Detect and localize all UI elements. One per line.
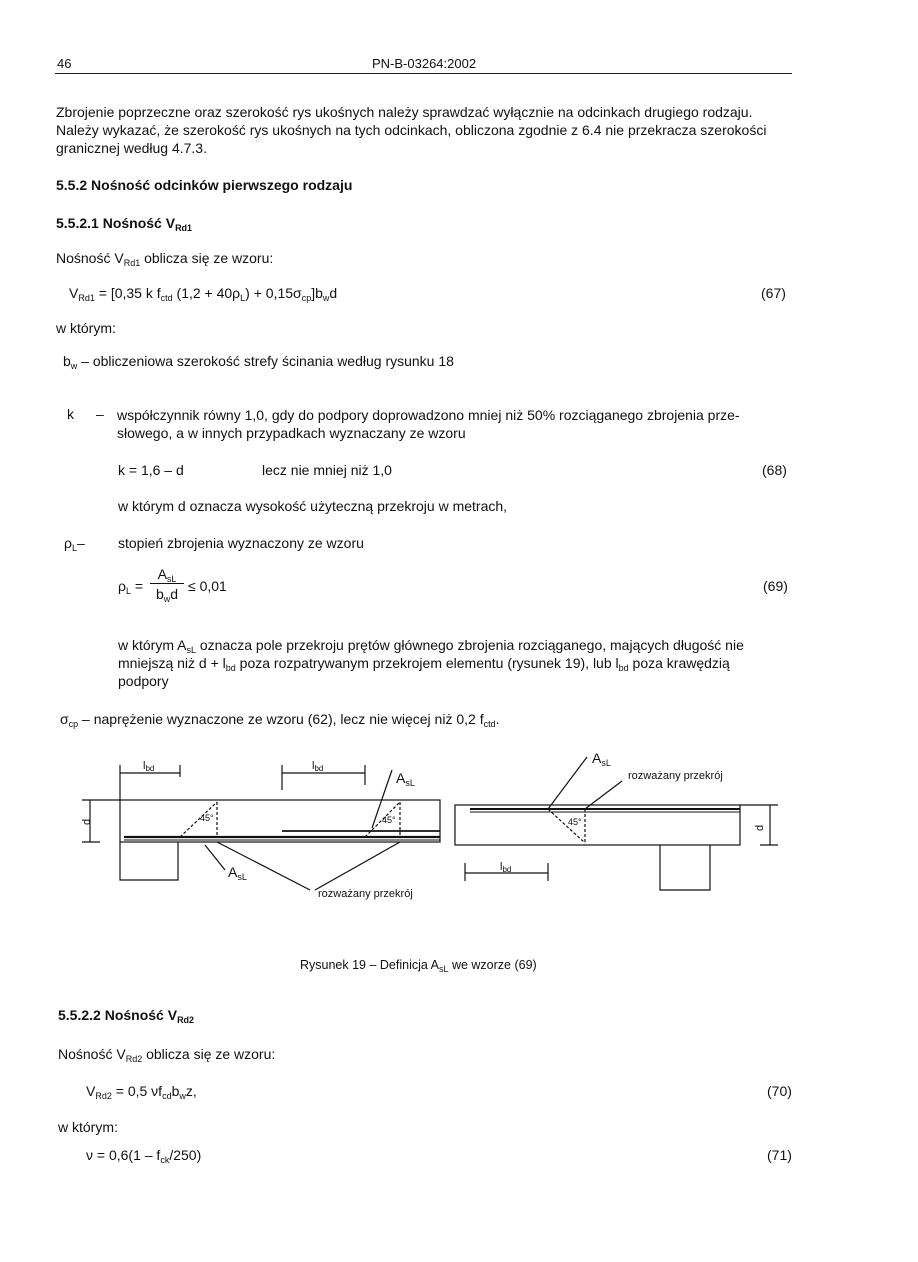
equation-68-condition: lecz nie mniej niż 1,0 [262, 462, 392, 478]
equation-68-number: (68) [762, 462, 787, 478]
right-beam-outline [455, 805, 740, 845]
mid-asl-label: $A_{sL}$ [396, 770, 415, 788]
right-asl-leader [548, 757, 587, 809]
left-d-label: d [81, 818, 93, 825]
intro-line-1: Zbrojenie poprzeczne oraz szerokość rys ukośnych należy sprawdzać wyłącznie na odcinkach drugiego rodzaju. [56, 104, 753, 120]
left-support [120, 842, 178, 880]
k-line-1: współczynnik równy 1,0, gdy do podpory doprowadzono mniej niż 50% rozciąganego zbrojenia prze- [117, 407, 740, 423]
page-number: 46 [57, 56, 72, 71]
where-label-1: w którym: [56, 320, 116, 336]
fraction-numerator: $A_{sL}$ [150, 566, 184, 584]
k-line-2: słowego, a w innych przypadkach wyznaczany ze wzoru [117, 425, 466, 441]
asl-line-1: w którym $A_{sL}$ oznacza pole przekroju prętów głównego zbrojenia rozciąganego, mających długość nie [118, 637, 744, 655]
left-section-label: rozważany przekrój [318, 888, 413, 900]
rho-symbol: $\rho_L-$ [64, 535, 85, 553]
equation-69-fraction [150, 566, 184, 605]
equation-69-number: (69) [763, 578, 788, 594]
intro-line-3: granicznej według 4.7.3. [56, 140, 207, 156]
right-support [660, 845, 710, 890]
left-lbd-label: lbd [143, 760, 155, 773]
header-rule [55, 73, 792, 74]
equation-68: k = 1,6 – d [118, 462, 184, 478]
asl-explanation [118, 636, 808, 690]
figure-19-diagram [60, 745, 800, 915]
section-552-heading: 5.5.2 Nośność odcinków pierwszego rodzaju [56, 177, 353, 193]
bw-definition: $b_w$ – obliczeniowa szerokość strefy ścinania według rysunku 18 [63, 353, 454, 371]
k-definition [117, 406, 807, 442]
standard-id: PN-B-03264:2002 [372, 56, 477, 71]
k-symbol: k [67, 406, 74, 422]
intro-line-2: Należy wykazać, że szerokość rys ukośnych na tych odcinkach, obliczona zgodnie z 6.4 nie przekracza szerokości [56, 122, 767, 138]
equation-71-number: (71) [767, 1147, 792, 1163]
k-dash: – [96, 406, 104, 422]
where-label-2: w którym: [58, 1119, 118, 1135]
asl-line-2: mniejszą niż $d + l_{bd}$ poza rozpatrywanym przekrojem elementu (rysunek 19), lub $l_{bd}$ poza krawędzią [118, 655, 730, 673]
equation-67: $V_{Rd1} = [0,35$ k $f_{ctd}$ $(1,2 + 40\rho_L) + 0,15\sigma_{cp}]b_wd$ [69, 285, 338, 303]
mid-lbd-label: lbd [312, 760, 324, 773]
figure-caption: Rysunek 19 – Definicja $A_{sL}$ we wzorze (69) [300, 958, 537, 974]
mid-angle-label: 45° [382, 815, 396, 825]
rho-definition: stopień zbrojenia wyznaczony ze wzoru [118, 535, 364, 551]
equation-69-lhs: $\rho_L$ = [118, 578, 144, 596]
section-5522-intro: Nośność $V_{Rd2}$ oblicza się ze wzoru: [58, 1046, 276, 1064]
low-asl-leader [205, 845, 225, 870]
asl-line-3: podpory [118, 673, 169, 689]
equation-70-number: (70) [767, 1083, 792, 1099]
right-angle-label: 45° [568, 817, 582, 827]
sigma-definition: $\sigma_{cp}$ – naprężenie wyznaczone ze wzoru (62), lecz nie więcej niż 0,2 $f_{ctd}$. [60, 711, 500, 729]
right-lbd-label: lbd [500, 861, 512, 874]
low-asl-label: $A_{sL}$ [228, 864, 247, 882]
fraction-denominator: $b_wd$ [155, 586, 179, 605]
right-d-label: d [754, 824, 766, 831]
section-5521-intro: Nośność $V_{Rd1}$ oblicza się ze wzoru: [56, 250, 274, 268]
d-definition: w którym d oznacza wysokość użyteczną przekroju w metrach, [118, 498, 508, 514]
left-angle-label: 45° [200, 813, 214, 823]
section-leader-b [315, 842, 400, 890]
section-5522-heading: 5.5.2.2 Nośność $V_{Rd2}$ [58, 1007, 195, 1025]
equation-69-bound: ≤ 0,01 [188, 578, 227, 594]
intro-paragraph [56, 103, 796, 157]
equation-70: $V_{Rd2} = 0,5$ $\nu f_{cd}b_wz$, [86, 1083, 197, 1101]
right-asl-label: $A_{sL}$ [592, 750, 611, 768]
equation-71: $\nu = 0,6(1 - f_{ck}/250)$ [86, 1147, 202, 1165]
equation-67-number: (67) [761, 285, 786, 301]
section-5521-heading: 5.5.2.1 Nośność $V_{Rd1}$ [56, 215, 193, 233]
right-section-label: rozważany przekrój [628, 770, 723, 782]
